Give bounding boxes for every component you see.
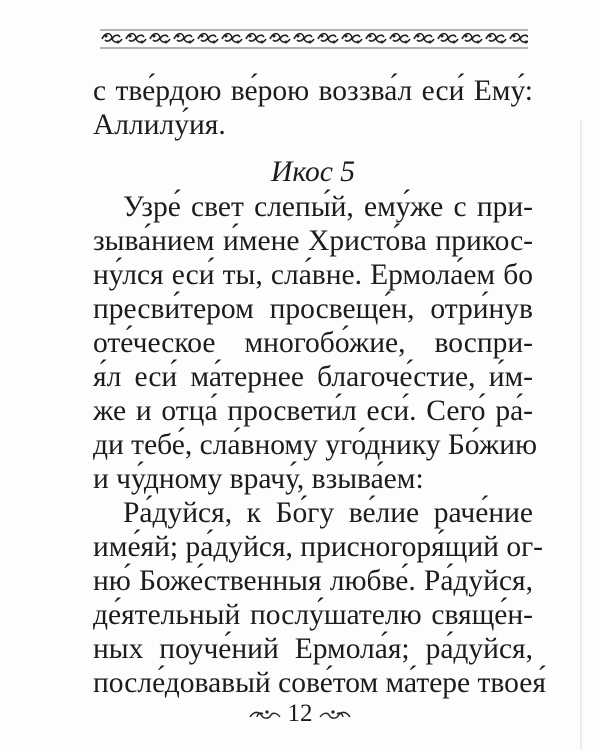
text-line: же и отца́ просвети́л еси́. Сего́ ра́- [93,395,533,427]
text-line: и чу́дному врачу́, взыва́ем: [93,463,424,495]
text-line: Ра́дуйся, к Бо́гу ве́лие раче́ние [123,497,533,529]
text-line: зыва́нием и́мене Христо́ва прикос- [93,225,533,257]
text-line: ных поуче́ний Ермола́я; ра́дуйся, [93,633,533,665]
text-line: после́довавый сове́том ма́тере твоея́ [93,667,546,699]
text-line: пресви́тером просвеще́н, отри́нув [93,293,533,325]
page-text [93,74,546,700]
page-edge [580,120,582,750]
text-line: ню́ Боже́ственныя любве́. Ра́дуйся, [93,565,533,597]
text-line: оте́ческое многобо́жие, воспри- [93,327,533,359]
header-ornament-icon [100,29,528,49]
left-flourish-icon [249,708,281,722]
right-flourish-icon [319,708,351,722]
page-number: 12 [287,700,313,727]
text-line: де́ятельный послу́шателю свяще́н- [93,599,533,631]
text-line: ну́лся еси́ ты, сла́вне. Ермола́ем бо [93,259,533,291]
text-line: Аллилу́ия. [93,109,226,141]
text-line: с тве́рдою ве́рою воззва́л еси́ Ему́: [93,75,533,107]
page-footer [0,700,600,728]
text-line: ди тебе́, сла́вному уго́днику Бо́жию [93,429,538,461]
text-line: я́л еси́ ма́тернее благоче́стие, и́м- [93,361,533,393]
text-line: име́яй; ра́дуйся, присногоря́щий ог- [93,531,544,563]
text-line: Узре́ свет слепы́й, ему́же с при- [123,191,533,223]
section-heading: Икос 5 [271,156,355,188]
